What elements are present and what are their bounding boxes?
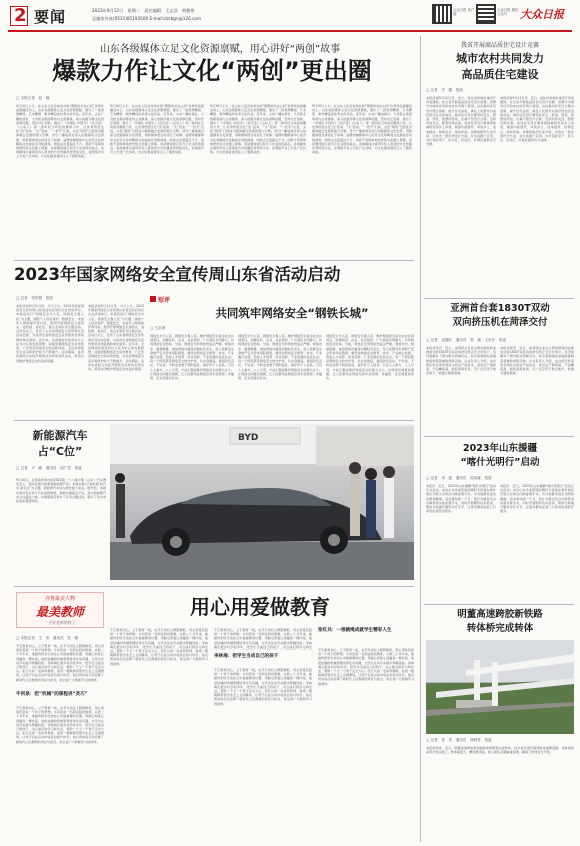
page-number: 2: [14, 5, 27, 26]
cyber-byline: □ 记者 张依盟 报道: [16, 296, 53, 300]
lead-headline: 爆款力作让文化“两创”更出圈: [52, 57, 372, 85]
press-headline-line2: 双向挤压机在菏泽交付: [452, 317, 548, 328]
education-subhead-3: 张红兵：一根跳绳成就学生精彩人生: [318, 628, 392, 633]
kashgar-body-col2: 本报讯 近日，2023年山东援疆“喀什光明行”活动正式启动。来自山东多家医院的眼科专家将在喀什地区开展义诊和白内障复明手术，为当地群众送去光明和健康。活动将持续一个月，预计为数百名白内障患者实施免费手术，同时开展眼科技术培训，帮助当地提升眼科诊疗水平，让更多群众在家门口享受优质医疗服务。: [500, 484, 574, 514]
education-body-col1: 不忘教育初心，立于教育一线，在平凡岗位上默默耕耘，用心用爱托起每一个孩子的梦想。牛河泉是一名职业院校教师，从教二十多年来，他始终把学生放在心中最重要的位置，用耐心和爱心浇灌每一棵幼苗。他把枯燥的机械原理讲得生动有趣，让学生在动手实践中掌握技能。李林海扎根乡村学校多年，把学生当成自己的孩子，关心他们的学习和生活，帮助一个又一个孩子走出大山。张红兵是一名体育教师，他用一根跳绳带领学生走上全国赛场，让孩子们在运动中收获自信与快乐。他们用实际行动诠释了新时代人民教师的责任与担当，是全省广大教师学习的榜样。: [16, 644, 104, 682]
qr-caption-right: 大众日报 微信公众号: [497, 8, 519, 16]
ev-headline-line2: 占“C位”: [37, 445, 83, 458]
kashgar-headline-line2: “喀什光明行”启动: [460, 457, 540, 468]
education-byline: □ 本报记者 王 伟 通讯员 张 娜: [16, 636, 79, 640]
commentary-body-col1: 网络安全为人民，网络安全靠人民。维护网络安全是全社会共同责任，需要政府、企业、社会组织、广大网民共同参与，共筑网络安全防线。当前，网络安全形势依然复杂严峻，网络攻击、数据泄露、电信网络诈骗等问题时有发生，给人民群众生命财产安全带来风险隐患。要坚持网络安全教育、技术、产业融合发展，形成人才培养、技术创新、产业发展的良性生态。每一个网民都是网络安全的守护者，从自身做起，提高防范意识，不轻信、不转发来源不明的信息，保护好个人信息。只有人人参与、人人尽责，才能汇聚起维护网络安全的强大合力，让网络空间更加清朗，让人民群众在网络空间中获得感、幸福感、安全感更加充实。: [150, 334, 234, 381]
kashgar-body-col1: 本报讯 近日，2023年山东援疆“喀什光明行”活动正式启动。来自山东多家医院的眼科专家将在喀什地区开展义诊和白内障复明手术，为当地群众送去光明和健康。活动将持续一个月，预计为数百名白内障患者实施免费手术，同时开展眼科技术培训，帮助当地提升眼科诊疗水平，让更多群众在家门口享受优质医疗服务。: [426, 484, 496, 514]
ev-divider: [14, 586, 414, 587]
education-subhead-1: 牛河泉：把“机械”的课程讲“灵巧”: [16, 692, 88, 697]
commentary-body-col3: 网络安全为人民，网络安全靠人民。维护网络安全是全社会共同责任，需要政府、企业、社会组织、广大网民共同参与，共筑网络安全防线。当前，网络安全形势依然复杂严峻，网络攻击、数据泄露、电信网络诈骗等问题时有发生，给人民群众生命财产安全带来风险隐患。要坚持网络安全教育、技术、产业融合发展，形成人才培养、技术创新、产业发展的良性生态。每一个网民都是网络安全的守护者，从自身做起，提高防范意识，不轻信、不转发来源不明的信息，保护好个人信息。只有人人参与、人人尽责，才能汇聚起维护网络安全的强大合力，让网络空间更加清朗，让人民群众在网络空间中获得感、幸福感、安全感更加充实。: [326, 334, 414, 381]
kashgar-headline-line1: 2023年山东援疆: [463, 443, 537, 454]
bridge-illustration: [426, 640, 574, 734]
lead-body-col1: 9月10日上午，在山东人民会堂举办的“理想的光在心间”优秀作品展播活动上，山东各级媒体立足文化资源禀赋，推出了一批思想精深、艺术精湛、制作精良的优秀文化作品。近年来，山东广播电视台、大众报业集团等省内主流媒体，深入挖掘齐鲁文化的深厚底蕴，坚持守正创新，推出了《中国礼 中国乐》《戏宇宙》《山东人》等一批叫好又叫座的爆款力作，让优秀传统文化“活”起来、“火”起来。“一把手”们说，文化“两创”已经成为媒体融合发展的强大引擎。济宁广播电视台深入挖掘儒家文化资源，用新媒体语言讲述孔子故事；淄博市融媒体中心把齐文化和陶琉文化做成系列短视频，网络点击量超过千万。创新不是简单地把传统文化搬上屏幕，而是要找到它和当下生活的连接点。各地媒体注重用年轻人喜欢的方式传播优秀传统文化，在网络平台上引发广泛共鸣，为文化强省建设注入了强劲动能。: [16, 104, 104, 159]
kashgar-divider: [424, 604, 574, 605]
housing-kicker: 我省开展商品质住宅设计竞赛: [460, 42, 539, 49]
commentary-body-col2: 网络安全为人民，网络安全靠人民。维护网络安全是全社会共同责任，需要政府、企业、社会组织、广大网民共同参与，共筑网络安全防线。当前，网络安全形势依然复杂严峻，网络攻击、数据泄露、电信网络诈骗等问题时有发生，给人民群众生命财产安全带来风险隐患。要坚持网络安全教育、技术、产业融合发展，形成人才培养、技术创新、产业发展的良性生态。每一个网民都是网络安全的守护者，从自身做起，提高防范意识，不轻信、不转发来源不明的信息，保护好个人信息。只有人人参与、人人尽责，才能汇聚起维护网络安全的强大合力，让网络空间更加清朗，让人民群众在网络空间中获得感、幸福感、安全感更加充实。: [238, 334, 322, 381]
press-byline: □ 记者 孟德旺 通讯员 郑 斌 王东东 报道: [426, 338, 507, 342]
kashgar-byline: □ 记者 李 振 通讯员 周泊霖 报道: [426, 476, 492, 480]
lead-body-col3: 9月10日上午，在山东人民会堂举办的“理想的光在心间”优秀作品展播活动上，山东各级媒体立足文化资源禀赋，推出了一批思想精深、艺术精湛、制作精良的优秀文化作品。近年来，山东广播电视台、大众报业集团等省内主流媒体，深入挖掘齐鲁文化的深厚底蕴，坚持守正创新，推出了《中国礼 中国乐》《戏宇宙》《山东人》等一批叫好又叫座的爆款力作，让优秀传统文化“活”起来、“火”起来。“一把手”们说，文化“两创”已经成为媒体融合发展的强大引擎。济宁广播电视台深入挖掘儒家文化资源，用新媒体语言讲述孔子故事；淄博市融媒体中心把齐文化和陶琉文化做成系列短视频，网络点击量超过千万。创新不是简单地把传统文化搬上屏幕，而是要找到它和当下生活的连接点。各地媒体注重用年轻人喜欢的方式传播优秀传统文化，在网络平台上引发广泛共鸣，为文化强省建设注入了强劲动能。: [210, 104, 306, 155]
press-body-col2: 本报菏泽讯 近日，由菏泽企业自主研发制造的亚洲首台套1830T双动双向挤压机正式交付用户。该设备填补了国内相关领域空白，标志着我国在高端装备制造领域取得新突破。企业负责人介绍，这台挤压机采用多项自主知识产权技术，具有生产效率高、产品精度高、能耗低等优势，可广泛应用于航空航天、轨道交通等领域。: [500, 346, 574, 376]
commentary-tag-box: [150, 296, 156, 302]
cyber-headline: 2023年国家网络安全宣传周山东省活动启动: [14, 265, 341, 284]
qr-caption-left: 大众日报 客户端: [453, 8, 475, 16]
housing-body-col2: 本报济南9月11日讯 近日，省住房和城乡建设厅印发通知，在全省开展高品质住宅设计竞赛。竞赛分为城市住宅和农村住宅两个类别，旨在推动住宅设计理念创新，提升住宅品质，满足人民群众对美好居住生活的向往。城市住宅设计要坚持安全、舒适、绿色、智慧的原则，注重户型设计合理、空间布局灵活、配套设施完善。农村住宅设计要体现地域特色和乡土风貌，做到功能现代、风貌乡土、成本经济、结构安全、绿色环保。竞赛将组织专家评审，评选出一批优秀设计方案，在全省推广应用，为打造好房子、好小区、好社区、好城区提供有力支撑。: [500, 96, 574, 143]
ev-byline: □ 记者 卢 鹏 通讯员 周广君 报道: [16, 466, 82, 470]
housing-divider: [424, 298, 574, 299]
education-body-col1b: 不忘教育初心，立于教育一线，在平凡岗位上默默耕耘，用心用爱托起每一个孩子的梦想。牛河泉是一名职业院校教师，从教二十多年来，他始终把学生放在心中最重要的位置，用耐心和爱心浇灌每一棵幼苗。他把枯燥的机械原理讲得生动有趣，让学生在动手实践中掌握技能。李林海扎根乡村学校多年，把学生当成自己的孩子，关心他们的学习和生活，帮助一个又一个孩子走出大山。张红兵是一名体育教师，他用一根跳绳带领学生走上全国赛场，让孩子们在运动中收获自信与快乐。他们用实际行动诠释了新时代人民教师的责任与担当，是全省广大教师学习的榜样。: [16, 706, 104, 744]
column-subtitle: 一名好老师的样子: [44, 620, 76, 625]
auto-show-photo: [110, 424, 414, 580]
qr-code-right[interactable]: [476, 4, 496, 24]
commentary-byline: □ 王洪涛: [150, 326, 166, 330]
header-rule: [8, 30, 572, 32]
housing-byline: □ 记者 齐 鑫 报道: [426, 88, 463, 92]
newspaper-logo: 大众日报: [520, 8, 564, 21]
column-title: 最美教师: [35, 605, 84, 619]
lead-byline: □ 本报记者 赵 楠: [16, 96, 50, 100]
press-headline-line1: 亚洲首台套1830T双动: [450, 303, 550, 314]
rail-body-col1: 本报济南讯 近日，明董高速跨胶新铁路转体桥顺利完成转体，标志着该项目建设取得重要进展。该转体桥采用平转法施工，转体重量大、精度要求高，施工团队克服重重困难，确保了转体安全平稳。: [426, 746, 574, 755]
ev-headline-line1: 新能源汽车: [32, 429, 88, 442]
rail-headline-line1: 明董高速跨胶新铁路: [457, 609, 543, 620]
lead-body-col2: 9月10日上午，在山东人民会堂举办的“理想的光在心间”优秀作品展播活动上，山东各级媒体立足文化资源禀赋，推出了一批思想精深、艺术精湛、制作精良的优秀文化作品。近年来，山东广播电视台、大众报业集团等省内主流媒体，深入挖掘齐鲁文化的深厚底蕴，坚持守正创新，推出了《中国礼 中国乐》《戏宇宙》《山东人》等一批叫好又叫座的爆款力作，让优秀传统文化“活”起来、“火”起来。“一把手”们说，文化“两创”已经成为媒体融合发展的强大引擎。济宁广播电视台深入挖掘儒家文化资源，用新媒体语言讲述孔子故事；淄博市融媒体中心把齐文化和陶琉文化做成系列短视频，网络点击量超过千万。创新不是简单地把传统文化搬上屏幕，而是要找到它和当下生活的连接点。各地媒体注重用年轻人喜欢的方式传播优秀传统文化，在网络平台上引发广泛共鸣，为文化强省建设注入了强劲动能。: [110, 104, 204, 155]
header-info-line1: 2023年9月12日 星期二 责任编辑 王志浩 黄翼伟: [92, 8, 195, 13]
lead-body-col4: 9月10日上午，在山东人民会堂举办的“理想的光在心间”优秀作品展播活动上，山东各级媒体立足文化资源禀赋，推出了一批思想精深、艺术精湛、制作精良的优秀文化作品。近年来，山东广播电视台、大众报业集团等省内主流媒体，深入挖掘齐鲁文化的深厚底蕴，坚持守正创新，推出了《中国礼 中国乐》《戏宇宙》《山东人》等一批叫好又叫座的爆款力作，让优秀传统文化“活”起来、“火”起来。“一把手”们说，文化“两创”已经成为媒体融合发展的强大引擎。济宁广播电视台深入挖掘儒家文化资源，用新媒体语言讲述孔子故事；淄博市融媒体中心把齐文化和陶琉文化做成系列短视频，网络点击量超过千万。创新不是简单地把传统文化搬上屏幕，而是要找到它和当下生活的连接点。各地媒体注重用年轻人喜欢的方式传播优秀传统文化，在网络平台上引发广泛共鸣，为文化强省建设注入了强劲动能。: [312, 104, 412, 155]
commentary-headline: 共同筑牢网络安全“钢铁长城”: [215, 306, 369, 320]
rail-headline-line2: 转体桥完成转体: [466, 623, 534, 634]
ev-body: 9月10日，在济南市举办的2023第二十八届中国（山东）汽车博览会上，观众在展台前参观新能源汽车。本届车展以“新能源 新汽车 新生活”为主题，新能源汽车成为展会最大亮点。据介绍，本届车展共有百余个汽车品牌参展，参展车辆超过千台，其中新能源汽车占比超过六成。车展期间还举办了系列主题活动，吸引了众多市民前来观展购车。: [16, 478, 106, 504]
column-tag: 齐鲁最美人物: [44, 596, 75, 602]
cyber-body-col1: 本报济南9月11日讯 今天上午，2023年国家网络安全宣传周山东省活动启动仪式在济南举行。本届活动以“网络安全为人民，网络安全靠人民”为主题，围绕个人信息保护、数据安全、未成年人网络保护等内容，组织开展网络安全进机关、进校园、进社区、进企业等系列主题活动。启动仪式上，发布了山东省网络安全宣传周系列活动安排，为获得全省网络安全宣传教育优秀案例的单位颁奖。近年来，全省网信系统坚持以人民为中心的发展思想，持续加强网络安全宣传教育，广泛普及网络安全知识和技能，全社会网络安全意识和防护能力不断提升。活动期间，各市也将结合实际开展形式多样的宣传活动，营造共同维护网络安全的良好氛围。: [16, 304, 84, 363]
press-divider: [424, 436, 574, 437]
education-body-col3a: 不忘教育初心，立于教育一线，在平凡岗位上默默耕耘，用心用爱托起每一个孩子的梦想。牛河泉是一名职业院校教师，从教二十多年来，他始终把学生放在心中最重要的位置，用耐心和爱心浇灌每一棵幼苗。他把枯燥的机械原理讲得生动有趣，让学生在动手实践中掌握技能。李林海扎根乡村学校多年，把学生当成自己的孩子，关心他们的学习和生: [214, 628, 312, 649]
page-header: [0, 0, 580, 34]
rail-byline: □ 记者 常 青 通讯员 杨明哲 报道: [426, 738, 492, 742]
education-headline: 用心用爱做教育: [190, 595, 330, 619]
education-body-col4: 不忘教育初心，立于教育一线，在平凡岗位上默默耕耘，用心用爱托起每一个孩子的梦想。牛河泉是一名职业院校教师，从教二十多年来，他始终把学生放在心中最重要的位置，用耐心和爱心浇灌每一棵幼苗。他把枯燥的机械原理讲得生动有趣，让学生在动手实践中掌握技能。李林海扎根乡村学校多年，把学生当成自己的孩子，关心他们的学习和生活，帮助一个又一个孩子走出大山。张红兵是一名体育教师，他用一根跳绳带领学生走上全国赛场，让孩子们在运动中收获自信与快乐。他们用实际行动诠释了新时代人民教师的责任与担当，是全省广大教师学习的榜样。: [318, 648, 414, 686]
header-info-line2: 总编室传真(0531)85193500 E-mail:dzrbgn@126.com: [92, 16, 202, 21]
press-body-col1: 本报菏泽讯 近日，由菏泽企业自主研发制造的亚洲首台套1830T双动双向挤压机正式交付用户。该设备填补了国内相关领域空白，标志着我国在高端装备制造领域取得新突破。企业负责人介绍，这台挤压机采用多项自主知识产权技术，具有生产效率高、产品精度高、能耗低等优势，可广泛应用于航空航天、轨道交通等领域。: [426, 346, 496, 376]
education-body-col3b: 不忘教育初心，立于教育一线，在平凡岗位上默默耕耘，用心用爱托起每一个孩子的梦想。牛河泉是一名职业院校教师，从教二十多年来，他始终把学生放在心中最重要的位置，用耐心和爱心浇灌每一棵幼苗。他把枯燥的机械原理讲得生动有趣，让学生在动手实践中掌握技能。李林海扎根乡村学校多年，把学生当成自己的孩子，关心他们的学习和生活，帮助一个又一个孩子走出大山。张红兵是一名体育教师，他用一根跳绳带领学生走上全国赛场，让孩子们在运动中收获自信与快乐。他们用实际行动诠释了新时代人民教师的责任与担当，是全省广大教师学习的榜样。: [214, 668, 312, 706]
section-name: 要闻: [34, 8, 67, 26]
cyber-divider: [14, 420, 414, 421]
housing-body-col1: 本报济南9月11日讯 近日，省住房和城乡建设厅印发通知，在全省开展高品质住宅设计竞赛。竞赛分为城市住宅和农村住宅两个类别，旨在推动住宅设计理念创新，提升住宅品质，满足人民群众对美好居住生活的向往。城市住宅设计要坚持安全、舒适、绿色、智慧的原则，注重户型设计合理、空间布局灵活、配套设施完善。农村住宅设计要体现地域特色和乡土风貌，做到功能现代、风貌乡土、成本经济、结构安全、绿色环保。竞赛将组织专家评审，评选出一批优秀设计方案，在全省推广应用，为打造好房子、好小区、好社区、好城区提供有力支撑。: [426, 96, 496, 147]
commentary-tag: 短评: [158, 297, 171, 304]
education-body-col2: 不忘教育初心，立于教育一线，在平凡岗位上默默耕耘，用心用爱托起每一个孩子的梦想。牛河泉是一名职业院校教师，从教二十多年来，他始终把学生放在心中最重要的位置，用耐心和爱心浇灌每一棵幼苗。他把枯燥的机械原理讲得生动有趣，让学生在动手实践中掌握技能。李林海扎根乡村学校多年，把学生当成自己的孩子，关心他们的学习和生活，帮助一个又一个孩子走出大山。张红兵是一名体育教师，他用一根跳绳带领学生走上全国赛场，让孩子们在运动中收获自信与快乐。他们用实际行动诠释了新时代人民教师的责任与担当，是全省广大教师学习的榜样。: [110, 628, 208, 666]
lead-kicker: 山东各级媒体立足文化资源禀赋，用心讲好“两创”故事: [99, 44, 341, 55]
auto-show-illustration: [110, 424, 414, 580]
cyber-body-col2: 本报济南9月11日讯 今天上午，2023年国家网络安全宣传周山东省活动启动仪式在济南举行。本届活动以“网络安全为人民，网络安全靠人民”为主题，围绕个人信息保护、数据安全、未成年人网络保护等内容，组织开展网络安全进机关、进校园、进社区、进企业等系列主题活动。启动仪式上，发布了山东省网络安全宣传周系列活动安排，为获得全省网络安全宣传教育优秀案例的单位颁奖。近年来，全省网信系统坚持以人民为中心的发展思想，持续加强网络安全宣传教育，广泛普及网络安全知识和技能，全社会网络安全意识和防护能力不断提升。活动期间，各市也将结合实际开展形式多样的宣传活动，营造共同维护网络安全的良好氛围。: [88, 304, 144, 372]
lead-divider: [14, 260, 414, 261]
housing-headline-line1: 城市农村共同发力: [456, 52, 544, 65]
column-divider: [420, 36, 421, 842]
bridge-photo: [426, 640, 574, 734]
svg-text:BYD: BYD: [238, 433, 259, 443]
education-subhead-2: 李林海：把学生当成自己的孩子: [214, 654, 279, 659]
housing-headline-line2: 高品质住宅建设: [461, 68, 539, 81]
qr-code-left[interactable]: [432, 4, 452, 24]
